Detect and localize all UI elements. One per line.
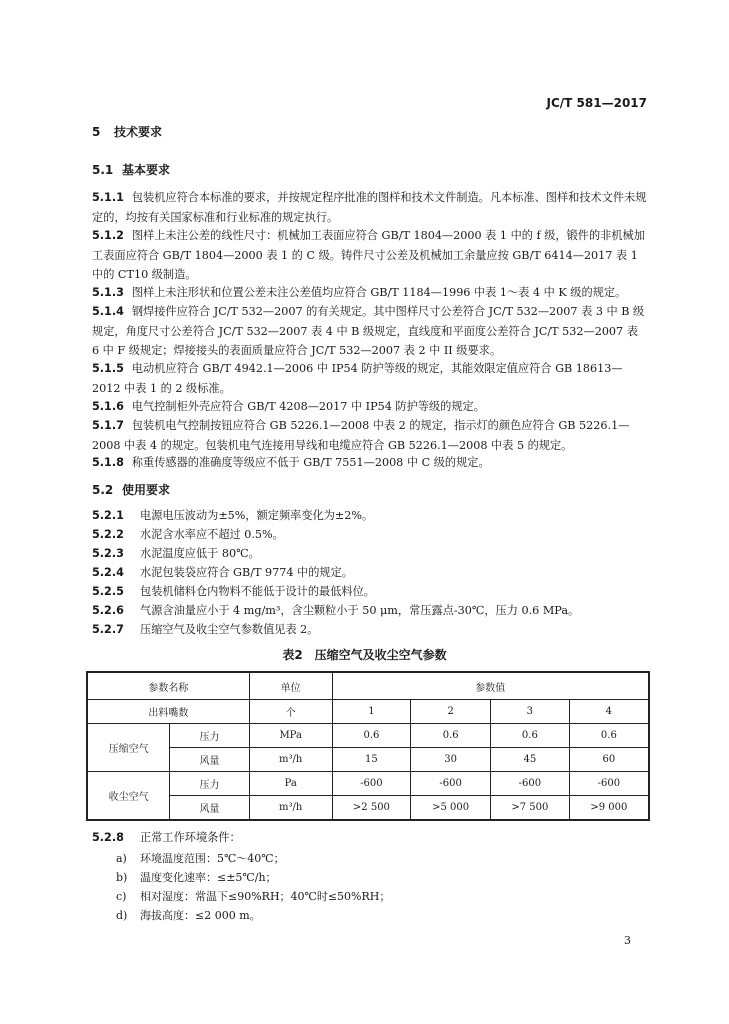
table-row [87,748,649,772]
clause-5-2-1 [92,507,373,523]
list-marker: b) [116,871,128,884]
clause-5-2-2 [92,526,284,542]
header-param-name: 参数名称 [87,672,249,700]
standard-code: JC/T 581—2017 [546,96,647,110]
clause-text: 钢焊接件应符合 JC/T 532—2007 的有关规定。其中图样尺寸公差符合 JC/T 532—2007 表 3 中 B 级规定，角度尺寸公差符合 JC/T 532—2007 表 4 中 B 级规定，直线度和平面度公差符合 JC/T 532—2007 表 6 中 F 级规定；焊接接头的表面质量应符合 JC/T 532—2007 表 2 中 II 级要求。 [92,305,645,357]
value-cell: 45 [491,748,570,772]
list-item [116,869,277,885]
value-cell: -600 [491,772,570,796]
clause-text: 电动机应符合 GB/T 4942.1—2006 中 IP54 防护等级的规定，其能效限定值应符合 GB 18613—2012 中表 1 的 2 级标准。 [92,362,623,395]
value-cell: >9 000 [569,796,649,821]
clause-text: 图样上未注公差的线性尺寸：机械加工表面应符合 GB/T 1804—2000 表 1 中的 f 级，锻件的非机械加工表面应符合 GB/T 1804—2000 表 1 的 C 级。铸件尺寸公差及机械加工余量应按 GB/T 6414—2017 表 1 中的 CT10 级制造。 [92,229,645,281]
value-cell: 0.6 [411,724,491,748]
value-cell: >7 500 [491,796,570,821]
table-row [87,796,649,821]
clause-number: 5.1.6 [92,400,124,413]
clause-number: 5.2.4 [92,566,124,579]
header-unit: 单位 [249,672,332,700]
clause-5-2-7 [92,621,319,637]
value-cell: 3 [491,700,570,724]
clause-text: 压缩空气及收尘空气参数值见表 2。 [140,623,319,636]
unit-cell: m³/h [249,748,332,772]
page-number: 3 [624,934,631,947]
value-cell: 15 [332,748,411,772]
subsection-heading-5-2 [92,481,170,498]
row-label: 风量 [170,796,250,821]
row-label: 出料嘴数 [87,700,249,724]
clause-text: 电气控制柜外壳应符合 GB/T 4208—2017 中 IP54 防护等级的规定。 [131,400,485,413]
clause-5-1-2 [92,226,648,285]
value-cell: -600 [411,772,491,796]
subsection-title: 使用要求 [122,483,171,497]
row-label: 风量 [170,748,250,772]
unit-cell: Pa [249,772,332,796]
section-number: 5 [92,125,101,139]
value-cell: 0.6 [569,724,649,748]
list-marker: a) [116,852,127,865]
value-cell: 60 [569,748,649,772]
section-heading-5 [92,123,162,140]
list-marker: c) [116,890,127,903]
value-cell: 2 [411,700,491,724]
clause-5-1-4 [92,302,648,361]
clause-5-2-3 [92,545,260,561]
clause-number: 5.1.3 [92,286,124,299]
subsection-heading-5-1 [92,161,170,178]
clause-5-1-6 [92,397,648,417]
clause-5-2-5 [92,583,375,599]
clause-number: 5.1.8 [92,456,124,469]
clause-text: 水泥含水率应不超过 0.5%。 [140,528,284,541]
clause-5-1-8 [92,453,648,473]
unit-cell: 个 [249,700,332,724]
value-cell: >5 000 [411,796,491,821]
clause-number: 5.2.3 [92,547,124,560]
clause-number: 5.2.5 [92,585,124,598]
clause-text: 电源电压波动为±5%，额定频率变化为±2%。 [140,509,374,522]
value-cell: 1 [332,700,411,724]
row-label: 压力 [170,724,250,748]
clause-number: 5.2.6 [92,604,124,617]
clause-text: 包装机应符合本标准的要求，并按规定程序批准的图样和技术文件制造。凡本标准、图样和技术文件未规定的，均按有关国家标准和行业标准的规定执行。 [92,191,647,224]
clause-number: 5.2.7 [92,623,124,636]
list-text: 相对湿度：常温下≤90%RH；40℃时≤50%RH； [140,890,391,903]
clause-number: 5.2.8 [92,831,124,844]
header-values: 参数值 [332,672,649,700]
section-title: 技术要求 [114,125,163,139]
value-cell: >2 500 [332,796,411,821]
row-label: 压力 [170,772,250,796]
list-marker: d) [116,909,128,922]
clause-5-1-1 [92,188,648,227]
table-row [87,772,649,796]
clause-number: 5.1.2 [92,229,124,242]
group-label: 压缩空气 [87,724,170,772]
group-label: 收尘空气 [87,772,170,821]
table-row [87,700,649,724]
clause-text: 正常工作环境条件： [140,831,241,844]
list-text: 温度变化速率：≤±5℃/h； [140,871,277,884]
unit-cell: MPa [249,724,332,748]
list-text: 海拔高度：≤2 000 m。 [140,909,261,922]
value-cell: -600 [332,772,411,796]
clause-text: 水泥包装袋应符合 GB/T 9774 中的规定。 [140,566,353,579]
list-item [116,888,390,904]
value-cell: 4 [569,700,649,724]
clause-5-2-4 [92,564,353,580]
clause-5-1-3 [92,283,648,303]
subsection-number: 5.2 [92,483,114,497]
parameter-table [86,671,650,821]
clause-number: 5.1.4 [92,305,124,318]
value-cell: 0.6 [332,724,411,748]
clause-text: 称重传感器的准确度等级应不低于 GB/T 7551—2008 中 C 级的规定。 [131,456,490,469]
subsection-title: 基本要求 [122,163,171,177]
clause-text: 水泥温度应低于 80℃。 [140,547,260,560]
table-row [87,724,649,748]
clause-number: 5.1.5 [92,362,124,375]
clause-text: 气源含油量应小于 4 mg/m³，含尘颗粒小于 50 μm，常压露点-30℃，压力 0.6 MPa。 [140,604,580,617]
list-item [116,850,285,866]
value-cell: -600 [569,772,649,796]
clause-number: 5.2.1 [92,509,124,522]
table-header-row [87,672,649,700]
clause-number: 5.1.7 [92,419,124,432]
value-cell: 30 [411,748,491,772]
clause-number: 5.2.2 [92,528,124,541]
clause-5-2-8 [92,829,241,845]
table-title: 表2 压缩空气及收尘空气参数 [282,648,447,662]
subsection-number: 5.1 [92,163,114,177]
clause-text: 图样上未注形状和位置公差未注公差值均应符合 GB/T 1184—1996 中表 1～表 4 中 K 级的规定。 [131,286,627,299]
value-cell: 0.6 [491,724,570,748]
list-text: 环境温度范围：5℃～40℃； [140,852,285,865]
clause-5-1-7 [92,416,648,455]
clause-5-1-5 [92,359,648,398]
unit-cell: m³/h [249,796,332,821]
clause-text: 包装机电气控制按钮应符合 GB 5226.1—2008 中表 2 的规定，指示灯的颜色应符合 GB 5226.1—2008 中表 4 的规定。包装机电气连接用导线和电缆应符合 GB 5226.1—2008 中表 5 的规定。 [92,419,630,452]
clause-5-2-6 [92,602,579,618]
clause-number: 5.1.1 [92,191,124,204]
clause-text: 包装机储料仓内物料不能低于设计的最低料位。 [140,585,375,598]
list-item [116,907,261,923]
